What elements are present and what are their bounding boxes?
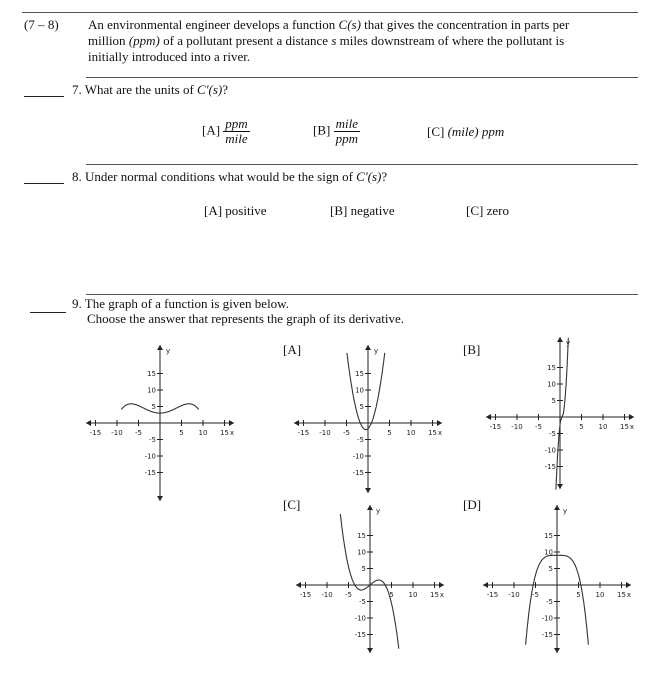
x-tick-label: -10 <box>319 429 331 437</box>
x-tick-label: -5 <box>532 591 539 599</box>
graph-d-label: [D] <box>463 497 482 512</box>
x-tick-label: 15 <box>220 429 229 437</box>
x-arrow-right <box>229 420 234 426</box>
intro-line2-end: miles downstream of where the pollutant is <box>339 33 565 48</box>
y-tick-label: 15 <box>355 370 364 378</box>
y-tick-label: 5 <box>151 403 156 411</box>
x-tick-label: -5 <box>343 429 350 437</box>
q8-option-b[interactable]: [B] negative <box>330 203 395 218</box>
q7-option-a-label: [A] <box>202 122 221 138</box>
q7-text: What are the units of <box>84 82 194 97</box>
x-axis-name: x <box>626 591 632 599</box>
y-tick-label: 5 <box>361 565 366 573</box>
y-tick-label: 15 <box>547 364 556 372</box>
y-axis-name: y <box>374 347 379 355</box>
y-arrow-down <box>367 648 373 653</box>
y-tick-label: -15 <box>144 469 156 477</box>
intro-line3: initially introduced into a river. <box>88 49 251 64</box>
y-tick-label: -5 <box>359 598 366 606</box>
q7-number: 7. <box>72 82 82 97</box>
x-tick-label: 5 <box>576 591 581 599</box>
x-tick-label: 10 <box>408 591 418 599</box>
q8-option-a[interactable]: [A] positive <box>204 203 267 218</box>
y-tick-label: 10 <box>147 386 156 395</box>
y-tick-label: 15 <box>357 532 366 540</box>
q9-line1: The graph of a function is given below. <box>84 296 289 311</box>
x-arrow-right <box>629 414 634 420</box>
y-axis-name: y <box>563 507 568 515</box>
x-axis-name: x <box>439 591 445 599</box>
y-tick-label: 10 <box>357 548 366 557</box>
x-tick-label: -10 <box>321 591 333 599</box>
q7-option-c-label: [C] <box>427 124 445 139</box>
q9-number: 9. <box>72 296 82 311</box>
y-tick-label: 5 <box>548 565 553 573</box>
y-tick-label: -10 <box>144 452 156 461</box>
x-tick-label: 10 <box>595 591 605 599</box>
graph-a-label: [A] <box>283 342 302 357</box>
x-tick-label: -5 <box>345 591 352 599</box>
x-tick-label: 5 <box>389 591 394 599</box>
function-name: C(s) <box>338 17 361 32</box>
x-tick-label: 15 <box>430 591 439 599</box>
ppm-abbrev: (ppm) <box>128 33 160 48</box>
y-tick-label: -15 <box>352 469 364 477</box>
x-arrow-left <box>296 582 301 588</box>
answer-d-graph[interactable] <box>483 505 631 653</box>
y-arrow-up <box>367 505 373 510</box>
y-arrow-down <box>157 496 163 501</box>
y-arrow-down <box>554 648 560 653</box>
x-arrow-right <box>439 582 444 588</box>
y-arrow-up <box>554 505 560 510</box>
intro-text-cont: that gives the concentration in parts per <box>364 17 570 32</box>
x-tick-label: 15 <box>617 591 626 599</box>
y-tick-label: -5 <box>546 598 553 606</box>
x-tick-label: -15 <box>89 429 102 437</box>
y-axis-name: y <box>376 507 381 515</box>
graph-c-label: [C] <box>283 497 301 512</box>
y-tick-label: 15 <box>147 370 156 378</box>
x-tick-label: 10 <box>406 429 416 437</box>
intro-line2-cont: of a pollutant present a distance <box>163 33 329 48</box>
intro-text: An environmental engineer develops a function <box>88 17 336 32</box>
q7-b-numerator: mile <box>335 116 358 131</box>
function-curve <box>347 353 385 430</box>
intro-line2: million <box>88 33 126 48</box>
y-axis-name: y <box>166 347 171 355</box>
x-axis-name: x <box>229 429 235 437</box>
y-tick-label: -15 <box>354 631 366 639</box>
y-tick-label: 5 <box>551 397 556 405</box>
y-tick-label: -15 <box>544 463 556 471</box>
q8-number: 8. <box>72 169 82 184</box>
x-arrow-left <box>294 420 299 426</box>
x-tick-label: 15 <box>428 429 437 437</box>
q7-qmark: ? <box>222 82 229 97</box>
y-arrow-up <box>157 345 163 350</box>
variable-s: s <box>331 33 337 48</box>
y-tick-label: 10 <box>544 548 553 557</box>
y-tick-label: 15 <box>544 532 553 540</box>
y-tick-label: 10 <box>355 386 364 395</box>
x-tick-label: 10 <box>198 429 208 437</box>
x-tick-label: 5 <box>579 423 584 431</box>
x-arrow-right <box>626 582 631 588</box>
x-tick-label: 5 <box>387 429 392 437</box>
x-tick-label: -15 <box>486 591 499 599</box>
graph-b-label: [B] <box>463 342 481 357</box>
x-tick-label: 10 <box>598 423 608 431</box>
y-tick-label: -10 <box>544 446 556 455</box>
q7-expression: C′(s) <box>197 82 223 97</box>
y-tick-label: 5 <box>359 403 364 411</box>
q7-option-b-label: [B] <box>313 122 331 138</box>
y-arrow-down <box>365 488 371 493</box>
y-axis-name: y <box>566 339 571 347</box>
q8-expression: C′(s) <box>356 169 382 184</box>
x-axis-name: x <box>437 429 443 437</box>
q8-text: Under normal conditions what would be the sign of <box>85 169 353 184</box>
x-tick-label: -10 <box>508 591 520 599</box>
y-tick-label: -10 <box>541 614 553 623</box>
y-tick-label: -10 <box>352 452 364 461</box>
q7-a-denominator: mile <box>225 131 248 146</box>
x-arrow-left <box>483 582 488 588</box>
x-tick-label: -10 <box>511 423 523 431</box>
y-arrow-up <box>557 337 563 342</box>
answer-b-graph[interactable] <box>486 337 634 490</box>
x-arrow-left <box>486 414 491 420</box>
q9-line2: Choose the answer that represents the graph of its derivative. <box>87 311 404 326</box>
x-tick-label: -15 <box>489 423 502 431</box>
y-tick-label: -15 <box>541 631 553 639</box>
q7-b-denominator: ppm <box>335 131 358 146</box>
answer-c-graph[interactable] <box>296 505 444 653</box>
x-tick-label: -5 <box>135 429 142 437</box>
q8-option-c[interactable]: [C] zero <box>466 203 509 218</box>
x-tick-label: -5 <box>535 423 542 431</box>
x-tick-label: -15 <box>299 591 312 599</box>
x-tick-label: -15 <box>297 429 310 437</box>
q8-qmark: ? <box>381 169 388 184</box>
problem-range: (7 – 8) <box>24 17 59 32</box>
x-axis-name: x <box>629 423 635 431</box>
x-tick-label: 15 <box>620 423 629 431</box>
q7-a-numerator: ppm <box>225 116 248 131</box>
y-arrow-down <box>557 484 563 489</box>
y-tick-label: -10 <box>354 614 366 623</box>
x-arrow-right <box>437 420 442 426</box>
x-tick-label: 5 <box>179 429 184 437</box>
x-arrow-left <box>86 420 91 426</box>
y-tick-label: 10 <box>547 380 556 389</box>
y-arrow-up <box>365 345 371 350</box>
y-tick-label: -5 <box>357 436 364 444</box>
answer-a-graph[interactable] <box>294 345 442 493</box>
given-function-graph <box>86 345 234 501</box>
q7-option-c-text: (mile) ppm <box>447 124 505 139</box>
y-tick-label: -5 <box>549 430 556 438</box>
x-tick-label: -10 <box>111 429 123 437</box>
y-tick-label: -5 <box>149 436 156 444</box>
